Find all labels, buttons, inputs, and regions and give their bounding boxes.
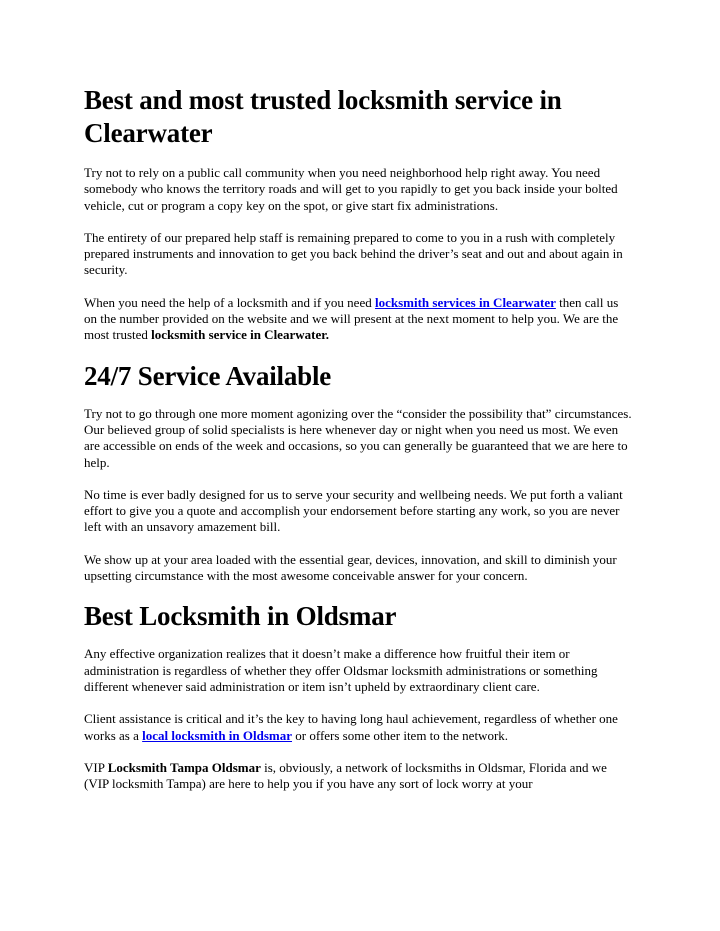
paragraph — [84, 295, 634, 344]
paragraph-text: then call us on the number provided on the website and we will present at the next moment to help you. We are the most trusted — [84, 294, 619, 343]
paragraph-text: VIP — [84, 759, 108, 775]
section-heading-oldsmar: Best Locksmith in Oldsmar — [84, 601, 397, 632]
bold-text: Locksmith Tampa Oldsmar — [107, 759, 261, 775]
section-heading-24-7: 24/7 Service Available — [84, 360, 332, 391]
paragraph: Try not to rely on a public call community when you need neighborhood help right away. You need somebody who knows the territory roads and will get to you rapidly to get you back inside your bolted vehicle, cut or program a copy key on the spot, or give start fix administrations. — [84, 165, 618, 213]
paragraph: No time is ever badly designed for us to serve your security and wellbeing needs. We put forth a valiant effort to give you a quote and accomplish your endorsement before starting any work, so you are never left with an unsavory amazement bill. — [84, 486, 623, 535]
link-local-locksmith-oldsmar[interactable]: local locksmith in Oldsmar — [142, 727, 293, 743]
paragraph: Try not to go through one more moment agonizing over the “consider the possibility that” circumstances. Our believed group of solid specialists is here whenever day or night when you need us most. We even are accessible on ends of the week and occasions, so you can generally be guaranteed that we are here to help. — [84, 405, 632, 470]
paragraph — [84, 760, 634, 793]
paragraph-text: When you need the help of a locksmith and if you need — [84, 294, 375, 310]
paragraph: The entirety of our prepared help staff is remaining prepared to come to you in a rush with completely prepared instruments and innovation to get you back behind the driver’s seat and out and about again in security. — [84, 229, 623, 278]
link-locksmith-services-clearwater[interactable]: locksmith services in Clearwater — [374, 294, 556, 310]
paragraph — [84, 711, 634, 744]
bold-text: locksmith service in Clearwater. — [151, 327, 330, 343]
paragraph-text: or offers some other item to the network. — [292, 727, 509, 743]
paragraph-text: is, obviously, a network of locksmiths in Oldsmar, Florida and we (VIP locksmith Tampa) are here to help you if you have any sort of lock worry at your — [84, 759, 607, 792]
paragraph-text: Client assistance is critical and it’s the key to having long haul achievement, regardless of whether one works as a — [84, 711, 618, 743]
paragraph: We show up at your area loaded with the essential gear, devices, innovation, and skill to diminish your upsetting circumstance with the most awesome conceivable answer for your concern. — [84, 551, 617, 584]
section-heading-clearwater: Best and most trusted locksmith service in Clearwater — [84, 85, 562, 148]
paragraph: Any effective organization realizes that it doesn’t make a difference how fruitful their item or administration is regardless of whether they offer Oldsmar locksmith administrations or something different whenever said administration or item isn’t upheld by extraordinary client care. — [84, 646, 598, 694]
document-page — [84, 84, 634, 808]
